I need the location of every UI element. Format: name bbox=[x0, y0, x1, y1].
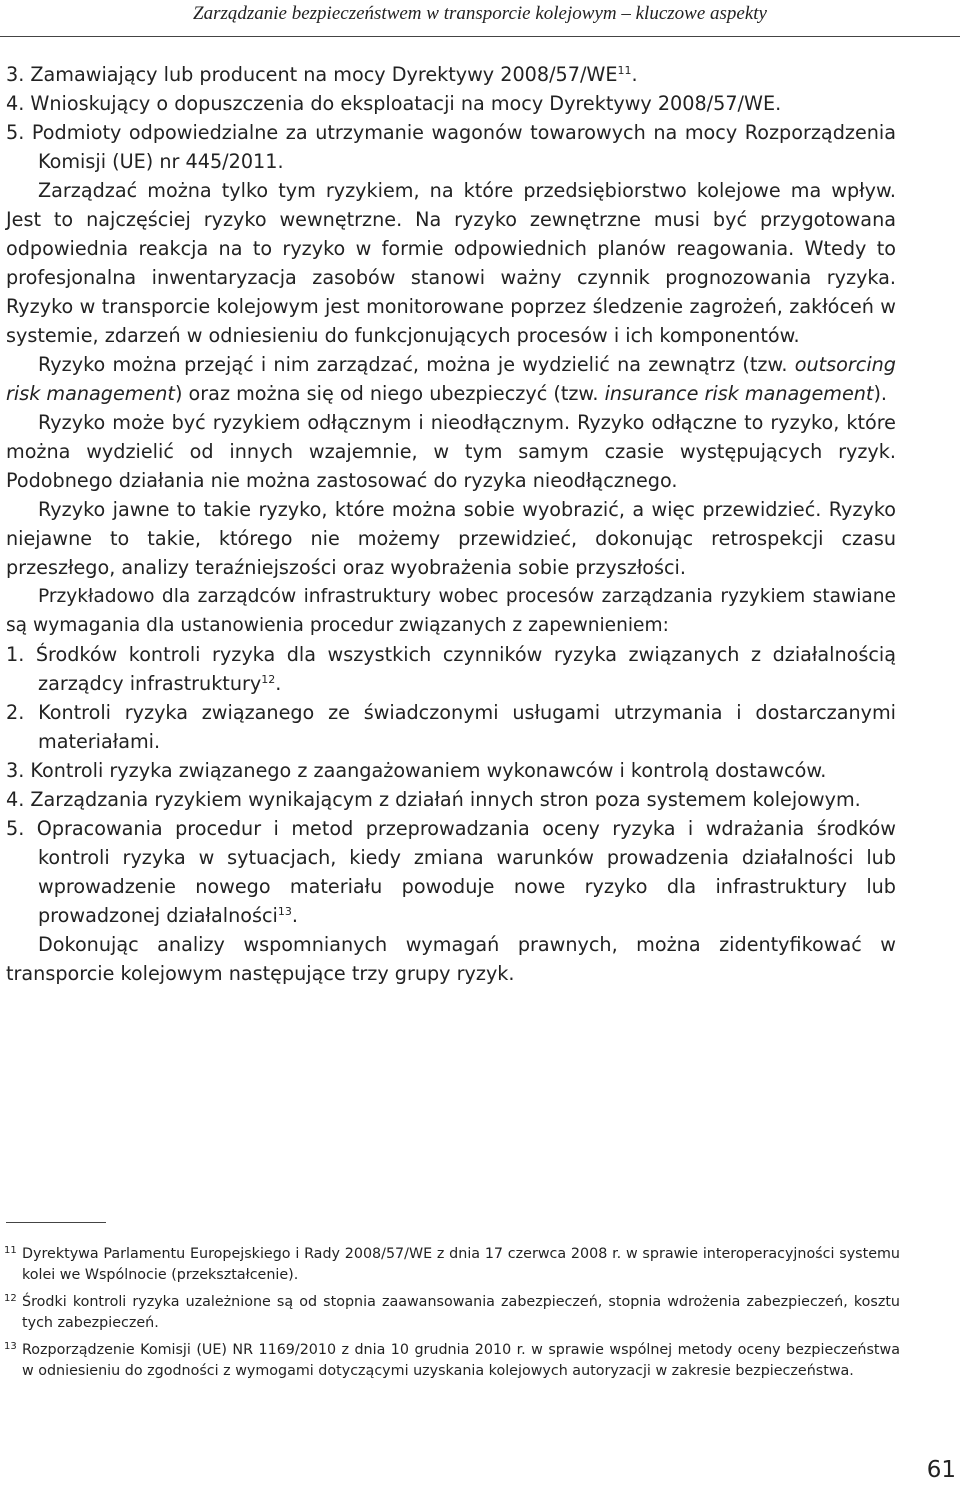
requirement-5 bbox=[6, 814, 896, 930]
paragraph: Przykładowo dla zarządców infrastruktury wobec procesów zarządzania ryzykiem stawiane są wymagania dla ustanowienia procedur związanych z zapewnieniem: bbox=[6, 586, 896, 636]
footnote-number: 13 bbox=[4, 1341, 17, 1352]
requirement-end: . bbox=[291, 904, 298, 927]
requirement-4: 4. Zarządzania ryzykiem wynikającym z działań innych stron poza systemem kolejowym. bbox=[6, 788, 861, 811]
footnote-ref-13: 13 bbox=[277, 905, 292, 918]
page-number: 61 bbox=[926, 1457, 956, 1483]
paragraph: Ryzyko jawne to takie ryzyko, które można sobie wyobrazić, a więc przewidzieć. Ryzyko niejawne to takie, którego nie możemy przewidzieć, dokonując retrospekcji czasu przeszłego, analizy teraźniejszości oraz wyobrażenia sobie przyszłości. bbox=[6, 498, 896, 579]
footnote-text: Rozporządzenie Komisji (UE) NR 1169/2010 z dnia 10 grudnia 2010 r. w sprawie wspólnej metody oceny bezpieczeństwa w odniesieniu do zgodności z wymogami dotyczącymi uzyskania kolejowych autoryzacji w zakresie bezpieczeństwa. bbox=[22, 1342, 900, 1379]
term-outsourcing: outsorcing risk management bbox=[6, 353, 896, 405]
footnote bbox=[4, 1244, 900, 1286]
requirement-end: . bbox=[275, 672, 282, 695]
paragraph-text: ) oraz można się od niego ubezpieczyć (tzw. bbox=[174, 382, 605, 405]
footnotes bbox=[4, 1244, 900, 1388]
running-header: Zarządzanie bezpieczeństwem w transporcie kolejowym – kluczowe aspekty bbox=[193, 3, 767, 24]
paragraph-text: Ryzyko można przejąć i nim zarządzać, można je wydzielić na zewnątrz (tzw. bbox=[38, 353, 795, 376]
requirement-3: 3. Kontroli ryzyka związanego z zaangażowaniem wykonawców i kontrolą dostawców. bbox=[6, 759, 827, 782]
requirement-2: 2. Kontroli ryzyka związanego ze świadczonymi usługami utrzymania i dostarczanymi materiałami. bbox=[6, 701, 896, 753]
list-item-4: 4. Wnioskujący o dopuszczenia do eksploatacji na mocy Dyrektywy 2008/57/WE. bbox=[6, 92, 782, 115]
closing-paragraph: Dokonując analizy wspomnianych wymagań prawnych, można zidentyfikować w transporcie kolejowym następujące trzy grupy ryzyk. bbox=[6, 933, 896, 985]
term-insurance: insurance risk management bbox=[604, 382, 874, 405]
list-item-text: 3. Zamawiający lub producent na mocy Dyrektywy 2008/57/WE bbox=[6, 63, 618, 86]
paragraph bbox=[6, 350, 896, 408]
footnote-ref-12: 12 bbox=[261, 673, 276, 686]
footnote-number: 12 bbox=[4, 1293, 17, 1304]
requirement-text: 1. Środków kontroli ryzyka dla wszystkich czynników ryzyka związanych z działalnością zarządcy infrastruktury bbox=[6, 643, 896, 695]
main-text bbox=[6, 60, 896, 988]
list-item-5: 5. Podmioty odpowiedzialne za utrzymanie wagonów towarowych na mocy Rozporządzenia Komisji (UE) nr 445/2011. bbox=[6, 121, 896, 173]
footnote-divider bbox=[6, 1222, 106, 1223]
header-divider bbox=[0, 36, 960, 37]
footnote-number: 11 bbox=[4, 1245, 17, 1256]
footnote-ref-11: 11 bbox=[617, 64, 632, 77]
requirement-text: 5. Opracowania procedur i metod przeprowadzania oceny ryzyka i wdrażania środków kontroli ryzyka w sytuacjach, kiedy zmiana warunków prowadzenia działalności lub wprowadzenie nowego materiału powoduje nowe ryzyko dla infrastruktury lub prowadzonej działalności bbox=[6, 817, 896, 927]
list-item-end: . bbox=[631, 63, 638, 86]
paragraph-text: ). bbox=[873, 382, 888, 405]
paragraph: Ryzyko może być ryzykiem odłącznym i nieodłącznym. Ryzyko odłączne to ryzyko, które można wydzielić od innych wzajemnie, w tym samym czasie występujących ryzyk. Podobnego działania nie można zastosować do ryzyka nieodłącznego. bbox=[6, 411, 896, 492]
paragraph: Zarządzać można tylko tym ryzykiem, na które przedsiębiorstwo kolejowe ma wpływ. Jest to najczęściej ryzyko wewnętrzne. Na ryzyko zewnętrzne musi być przygotowana odpowiednia reakcja na to ryzyko w formie odpowiednich planów reagowania. Wtedy to profesjonalna inwentaryzacja zasobów stanowi ważny czynnik prognozowania ryzyka. Ryzyko w transporcie kolejowym jest monitorowane poprzez śledzenie zagrożeń, zakłóceń w systemie, zdarzeń w odniesieniu do funkcjonujących procesów i ich komponentów. bbox=[6, 179, 896, 347]
footnote bbox=[4, 1340, 900, 1382]
footnote-text: Dyrektywa Parlamentu Europejskiego i Rady 2008/57/WE z dnia 17 czerwca 2008 r. w sprawie interoperacyjności systemu kolei we Wspólnocie (przekształcenie). bbox=[22, 1246, 900, 1283]
requirement-1 bbox=[6, 640, 896, 698]
footnote-text: Środki kontroli ryzyka uzależnione są od stopnia zaawansowania zabezpieczeń, stopnia wdrożenia zabezpieczeń, kosztu tych zabezpieczeń. bbox=[22, 1294, 900, 1331]
list-item-3 bbox=[6, 60, 896, 89]
footnote bbox=[4, 1292, 900, 1334]
